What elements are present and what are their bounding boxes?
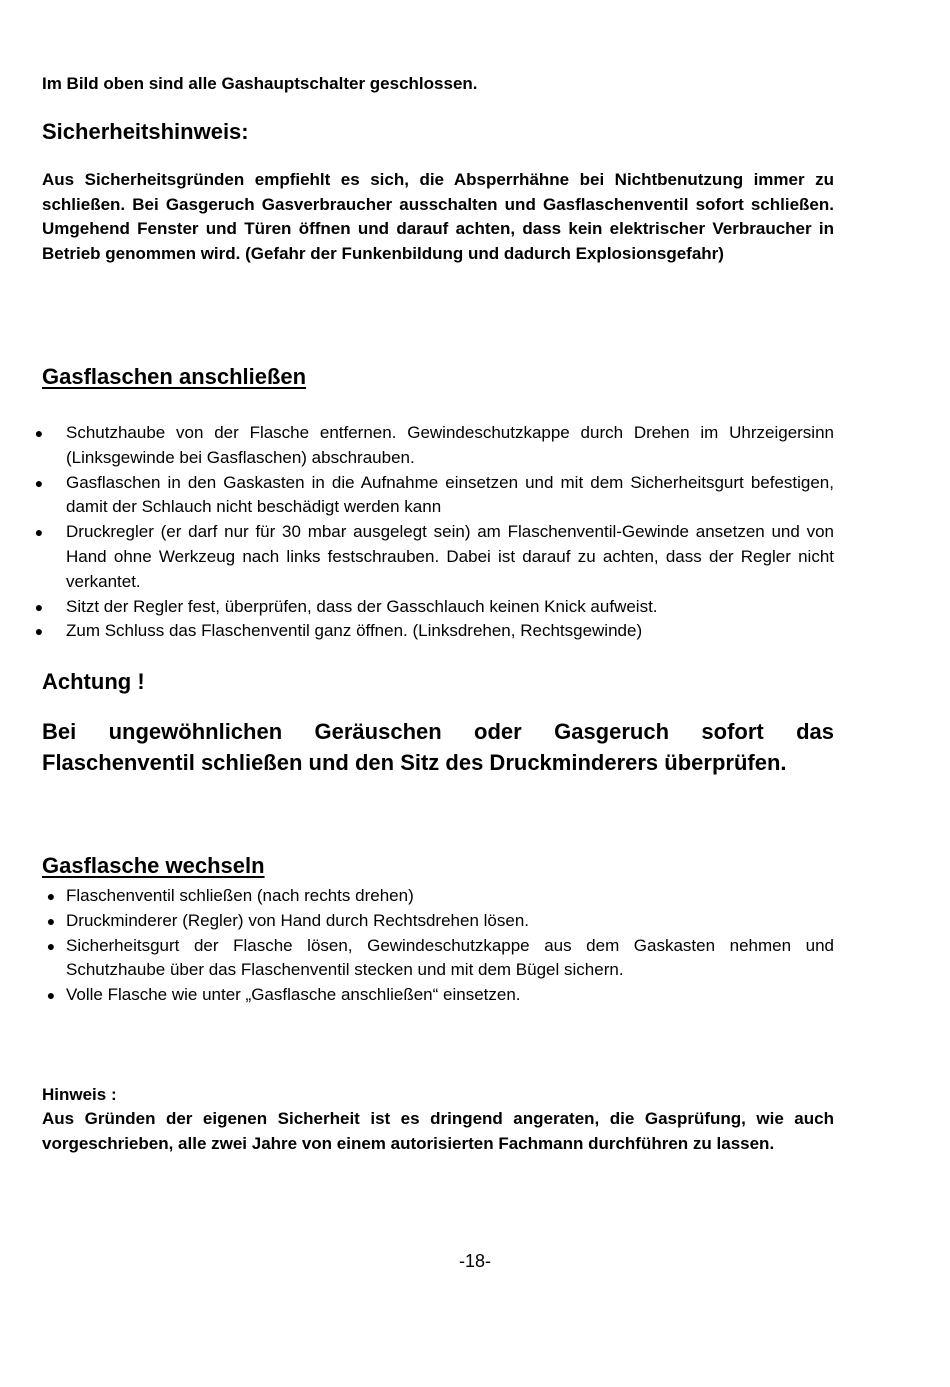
bullet-icon: ● <box>46 937 56 954</box>
list-item <box>42 934 834 984</box>
bullet-icon: ● <box>34 524 44 541</box>
bullet-icon: ● <box>34 425 44 441</box>
attention-text: Bei ungewöhnlichen Geräuschen oder Gasgeruch sofort das Flaschenventil schließen und den Sitz des Druckminderers überprüfen. <box>42 719 834 775</box>
list-item <box>34 595 834 620</box>
list-item <box>34 619 834 644</box>
list-item-text: Schutzhaube von der Flasche entfernen. Gewindeschutzkappe durch Drehen im Uhrzeigersinn (Linksgewinde bei Gasflaschen) abschrauben. <box>66 423 834 467</box>
list-item-text: Gasflaschen in den Gaskasten in die Aufnahme einsetzen und mit dem Sicherheitsgurt befestigen, damit der Schlauch nicht beschädigt werden kann <box>66 472 834 517</box>
list-item <box>42 983 834 1008</box>
list-item-text: Druckminderer (Regler) von Hand durch Rechtsdrehen lösen. <box>66 910 529 930</box>
list-item-text: Flaschenventil schließen (nach rechts drehen) <box>66 886 414 905</box>
bullet-icon: ● <box>34 474 44 491</box>
change-list <box>42 884 834 1008</box>
list-item <box>34 471 834 521</box>
list-item-text: Druckregler (er darf nur für 30 mbar ausgelegt sein) am Flaschenventil-Gewinde ansetzen und von Hand ohne Werkzeug nach links festschrauben. Dabei ist darauf zu achten, dass der Regler nicht verkantet. <box>66 522 834 591</box>
change-bullet-list <box>42 884 834 1008</box>
list-item-text: Sicherheitsgurt der Flasche lösen, Gewindeschutzkappe aus dem Gaskasten nehmen und Schutzhaube über das Flaschenventil stecken und mit dem Bügel sichern. <box>66 935 834 980</box>
list-item <box>42 884 834 909</box>
safety-heading: Sicherheitshinweis: <box>42 119 249 144</box>
list-item-text: Zum Schluss das Flaschenventil ganz öffnen. (Linksdrehen, Rechtsgewinde) <box>66 621 643 641</box>
list-item <box>34 421 834 471</box>
connect-heading: Gasflaschen anschließen <box>42 364 307 389</box>
bullet-icon: ● <box>46 888 56 904</box>
note-text: Aus Gründen der eigenen Sicherheit ist es dringend angeraten, die Gasprüfung, wie auch vorgeschrieben, alle zwei Jahre von einem autorisierten Fachmann durchführen zu lassen. <box>42 1109 834 1153</box>
bullet-icon: ● <box>34 623 44 640</box>
bullet-icon: ● <box>46 987 56 1004</box>
safety-text: Aus Sicherheitsgründen empfiehlt es sich, die Absperrhähne bei Nichtbenutzung immer zu schließen. Bei Gasgeruch Gasverbraucher ausschalten und Gasflaschenventil sofort schließen. Umgehend Fenster und Türen öffnen und darauf achten, dass kein elektrischer Verbraucher in Betrieb genommen wird. (Gefahr der Funkenbildung und dadurch Explosionsgefahr) <box>42 170 834 263</box>
list-item-text: Sitzt der Regler fest, überprüfen, dass der Gasschlauch keinen Knick aufweist. <box>66 596 658 616</box>
list-item <box>42 909 834 934</box>
list-item <box>34 520 834 594</box>
bullet-icon: ● <box>34 598 44 615</box>
connect-list <box>34 421 834 644</box>
change-heading: Gasflasche wechseln <box>42 853 265 878</box>
page-number: -18- <box>458 1251 491 1271</box>
connect-bullet-list <box>34 421 834 644</box>
list-item-text: Volle Flasche wie unter „Gasflasche anschließen“ einsetzen. <box>66 985 521 1005</box>
note-heading: Hinweis : <box>42 1085 117 1104</box>
attention-heading: Achtung ! <box>42 669 145 694</box>
bullet-icon: ● <box>46 912 56 929</box>
intro-text: Im Bild oben sind alle Gashauptschalter geschlossen. <box>42 74 478 93</box>
